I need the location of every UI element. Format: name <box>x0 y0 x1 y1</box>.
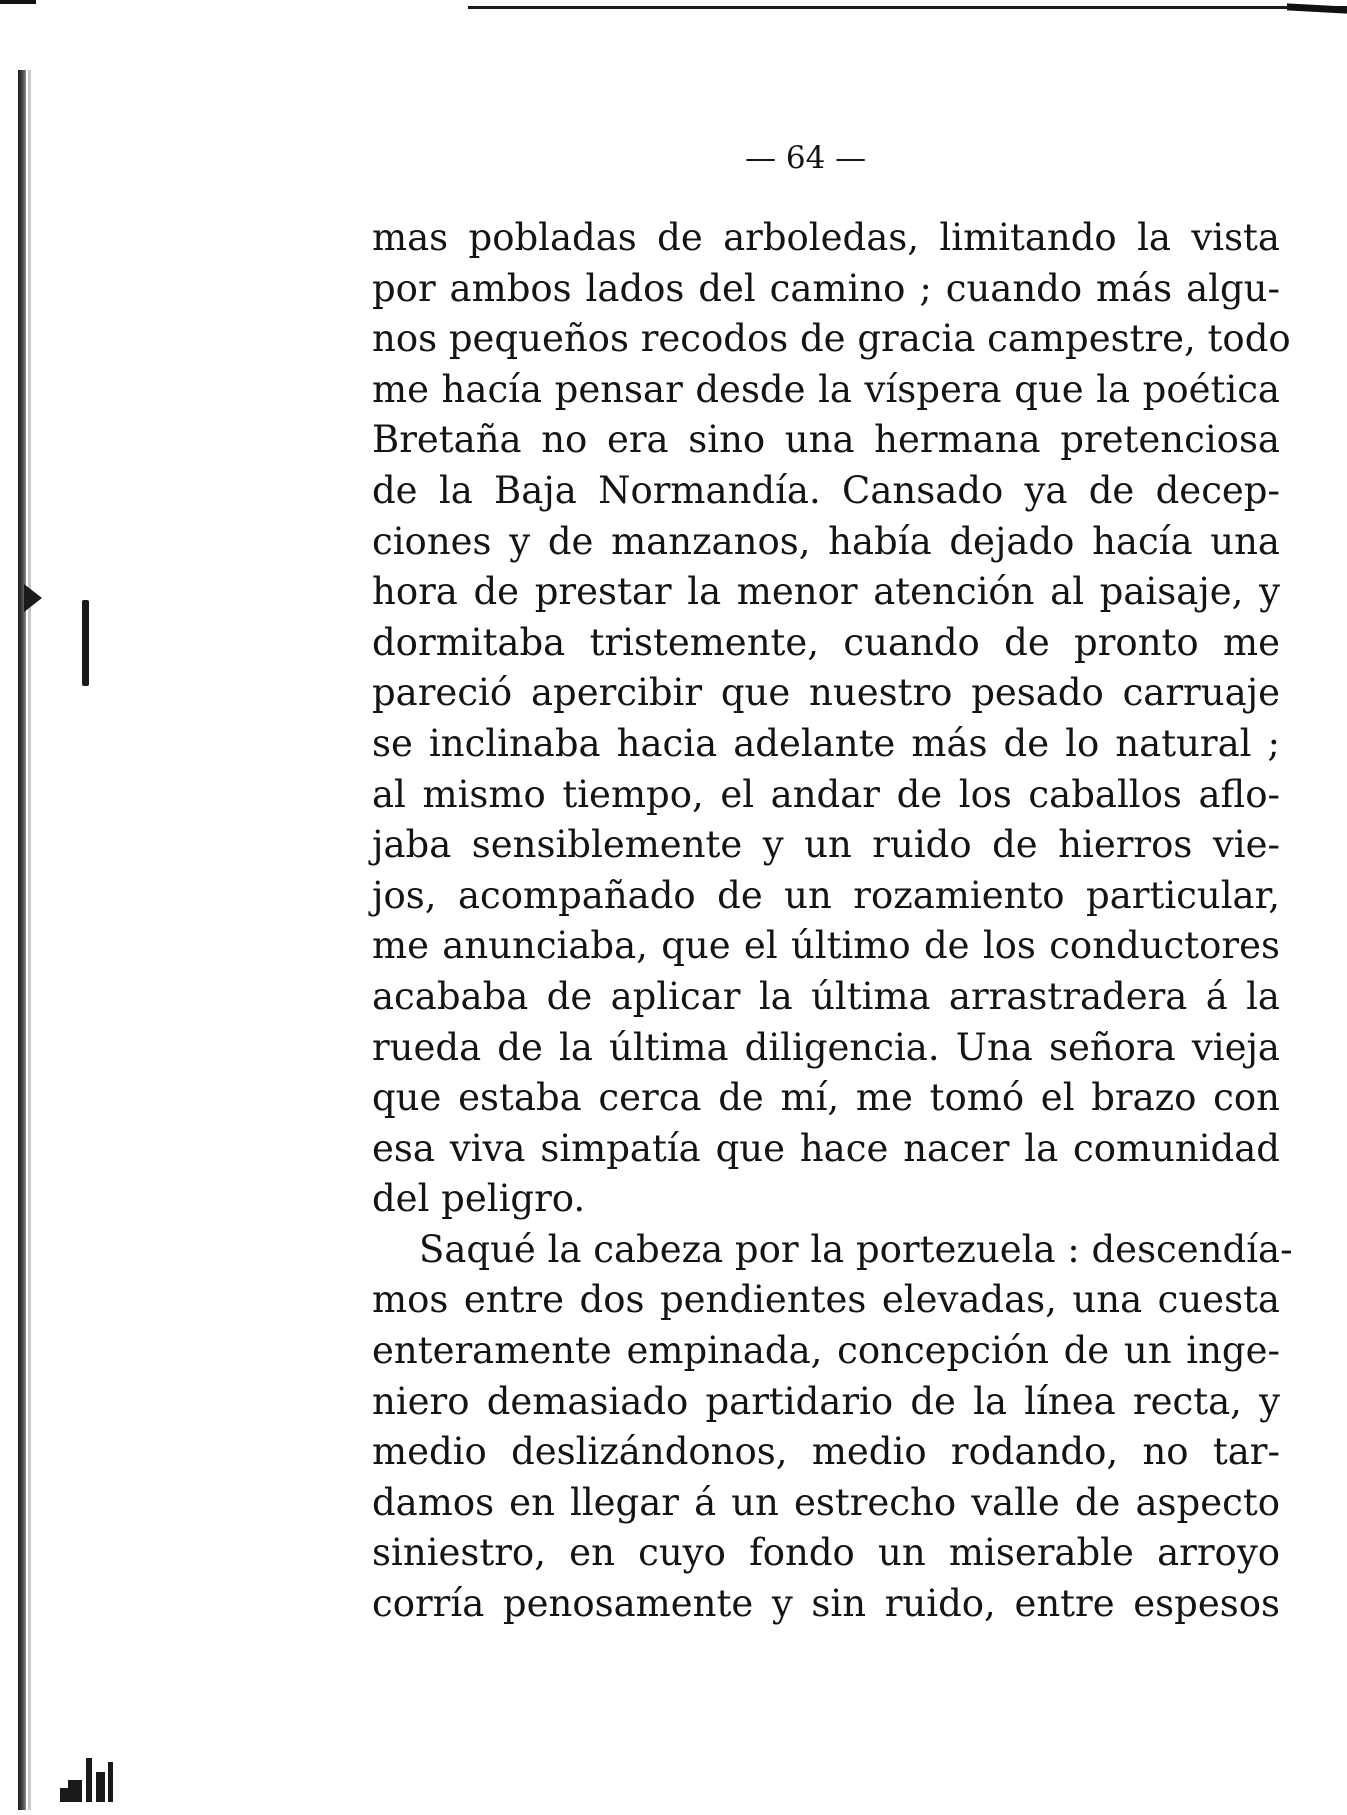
binding-edge-highlight <box>28 70 31 1810</box>
top-rule <box>468 6 1347 9</box>
text-line: me hacía pensar desde la víspera que la poética <box>372 367 1280 411</box>
text-line: nos pequeños recodos de gracia campestre, todo <box>372 317 1291 361</box>
text-line: rueda de la última diligencia. Una señora vieja <box>372 1025 1280 1069</box>
text-line: dormitaba tristemente, cuando de pronto me <box>372 620 1280 664</box>
text-line: Bretaña no era sino una hermana pretenciosa <box>372 418 1280 462</box>
text-line: hora de prestar la menor atención al paisaje, y <box>372 570 1280 614</box>
text-line: al mismo tiempo, el andar de los caballos aflo- <box>372 772 1280 816</box>
text-line: me anunciaba, que el último de los conductores <box>372 924 1280 968</box>
text-line: del peligro. <box>372 1177 586 1221</box>
text-line: corría penosamente y sin ruido, entre espesos <box>372 1582 1280 1626</box>
binding-notch <box>24 584 42 612</box>
paragraph <box>372 213 1291 1225</box>
text-line: por ambos lados del camino ; cuando más algu- <box>372 266 1280 310</box>
top-rule-end <box>1287 3 1347 13</box>
text-line: medio deslizándonos, medio rodando, no tar- <box>372 1430 1280 1474</box>
text-line: se inclinaba hacia adelante más de lo natural ; <box>372 721 1280 765</box>
text-line: damos en llegar á un estrecho valle de aspecto <box>372 1480 1280 1524</box>
binding-mark <box>82 600 89 686</box>
text-line: niero demasiado partidario de la línea recta, y <box>372 1379 1280 1423</box>
paragraph <box>372 1225 1293 1630</box>
text-line: de la Baja Normandía. Cansado ya de decep- <box>372 468 1280 512</box>
text-line: esa viva simpatía que hace nacer la comunidad <box>372 1126 1280 1170</box>
binding-edge <box>18 70 26 1810</box>
text-line: Saqué la cabeza por la portezuela : descendía- <box>419 1227 1293 1271</box>
text-line: ciones y de manzanos, había dejado hacía una <box>372 519 1280 563</box>
body-text <box>372 213 1293 1630</box>
scan-corner-mark <box>0 0 36 4</box>
text-line: mas pobladas de arboledas, limitando la vista <box>372 216 1280 259</box>
text-line: que estaba cerca de mí, me tomó el brazo con <box>372 1076 1280 1120</box>
text-line: acababa de aplicar la última arrastradera á la <box>372 974 1280 1018</box>
text-line: jaba sensiblemente y un ruido de hierros vie- <box>372 823 1280 867</box>
text-line: siniestro, en cuyo fondo un miserable arroyo <box>372 1531 1280 1575</box>
bottom-scan-mark <box>60 1752 122 1802</box>
text-line: enteramente empinada, concepción de un inge- <box>372 1329 1280 1373</box>
text-line: pareció apercibir que nuestro pesado carruaje <box>372 671 1280 715</box>
page-number: — 64 — <box>745 140 867 176</box>
text-line: jos, acompañado de un rozamiento particular, <box>372 873 1280 917</box>
text-line: mos entre dos pendientes elevadas, una cuesta <box>372 1278 1280 1322</box>
